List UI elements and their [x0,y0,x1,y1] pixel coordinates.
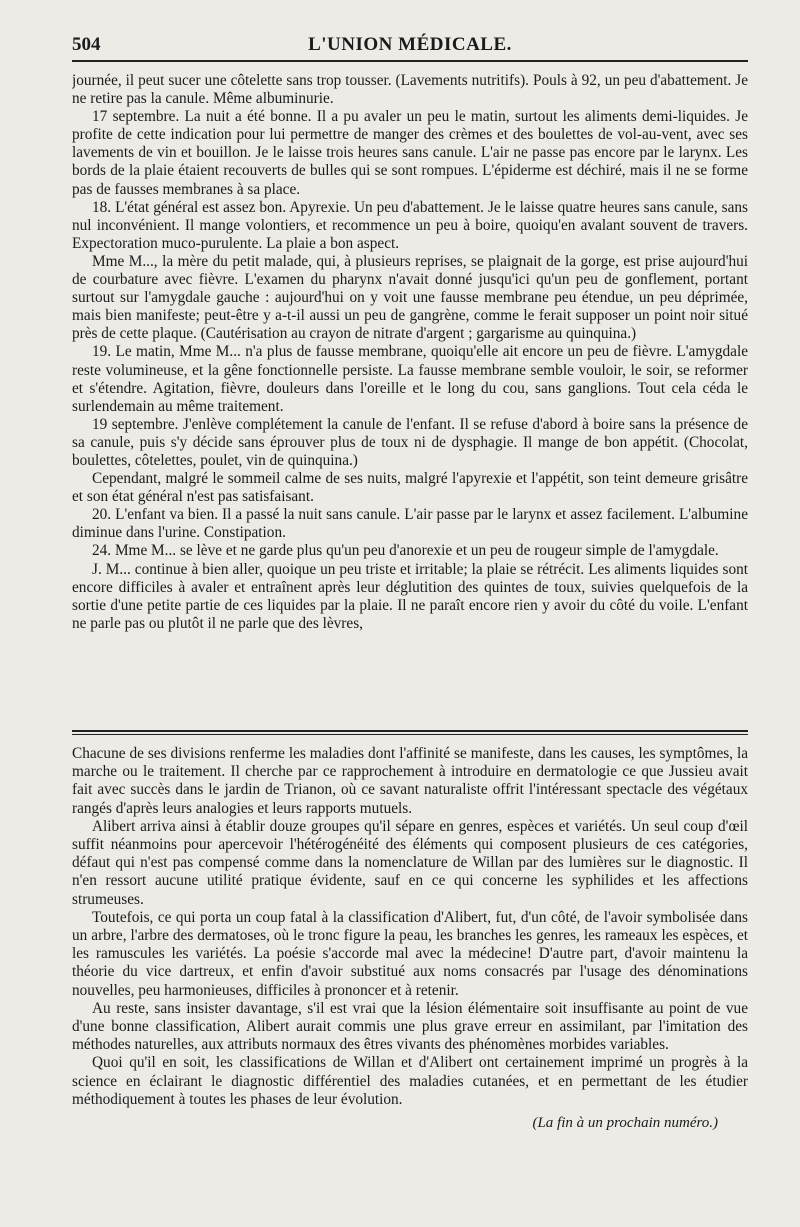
paragraph: Toutefois, ce qui porta un coup fatal à la classification d'Alibert, fut, d'un côté, de l'avoir symbolisée dans un arbre, l'arbre des dermatoses, où le tronc figure la peau, les branches les genres, les rameaux les espèces, et les ramuscules les variétés. La poésie s'accorde mal avec la médecine! D'autre part, d'avoir maintenu la théorie du vice dartreux, et enfin d'avoir substitué aux noms consacrés par l'usage des dénominations nouvelles, peu harmonieuses, difficiles à prononcer et à retenir. [72,908,748,999]
paragraph: Cependant, malgré le sommeil calme de ses nuits, malgré l'apyrexie et l'appétit, son teint demeure grisâtre et son état général n'est pas satisfaisant. [72,470,748,506]
paragraph: journée, il peut sucer une côtelette sans trop tousser. (Lavements nutritifs). Pouls à 92, un peu d'abattement. Je ne retire pas la canule. Même albuminurie. [72,72,748,108]
paragraph: 20. L'enfant va bien. Il a passé la nuit sans canule. L'air passe par le larynx et assez facilement. L'albumine diminue dans l'urine. Constipation. [72,506,748,542]
paragraph: Au reste, sans insister davantage, s'il est vrai que la lésion élémentaire soit insuffisante au point de vue d'une bonne classification, Alibert aurait commis une plus grave erreur en assimilant, par l'imitation des méthodes naturelles, aux attributs normaux des êtres vivants des phénomènes morbides variables. [72,999,748,1054]
paragraph: 24. Mme M... se lève et ne garde plus qu'un peu d'anorexie et un peu de rougeur simple de l'amygdale. [92,542,719,560]
section-divider [72,730,748,735]
paragraph: Quoi qu'il en soit, les classifications de Willan et d'Alibert ont certainement imprimé un progrès à la science en éclairant le diagnostic différentiel des maladies cutanées, et en permettant de les étudier méthodiquement à toutes les phases de leur évolution. [72,1054,748,1108]
dermatology-section [72,745,748,1132]
paragraph: 17 septembre. La nuit a été bonne. Il a pu avaler un peu le matin, surtout les aliments demi-liquides. Je profite de cette indication pour lui permettre de manger des crèmes et des boulettes de vol-au-vent, avec ses lavements de vin et bouillon. Je le laisse trois heures sans canule. L'air ne passe pas encore par le larynx. Les bords de la plaie étaient recouverts de bulles qui se sont rompues. L'épiderme est déchiré, mais il ne se forme pas de fausses membranes à sa place. [72,108,748,198]
paragraph: 18. L'état général est assez bon. Apyrexie. Un peu d'abattement. Je le laisse quatre heures sans canule, sans nul inconvénient. Il mange volontiers, et recommence un peu à boire, quoiqu'en avalant souvent de travers. Expectoration muco-purulente. La plaie a bon aspect. [72,198,748,252]
paragraph: J. M... continue à bien aller, quoique un peu triste et irritable; la plaie se rétrécit. Les aliments liquides sont encore difficiles à avaler et entraînent après leur déglutition des quintes de toux, suivies quelquefois de la sortie d'une petite partie de ces liquides par la plaie. Il ne paraît encore rien y avoir du côté du voile. L'enfant ne parle pas ou plutôt il ne parle que des lèvres, [72,560,748,632]
paragraph: Chacune de ses divisions renferme les maladies dont l'affinité se manifeste, dans les causes, les symptômes, la marche ou le traitement. Il cherche par ce rapprochement à introduire en dermatologie ce que Jussieu avait fait avec succès dans le jardin de Trianon, où ce savant naturaliste offrit l'intéressant spectacle des végétaux rangés d'après leurs analogies et leurs rapports mutuels. [72,745,748,817]
case-report-section [72,72,748,724]
paragraph: 19 septembre. J'enlève complétement la canule de l'enfant. Il se refuse d'abord à boire sans la présence de sa canule, puis s'y décide sans éprouver plus de toux ni de dysphagie. Il mange de bon appétit. (Chocolat, boulettes, côtelettes, poulet, vin de quinquina.) [72,415,748,469]
page-header [72,30,748,62]
paragraph: Alibert arriva ainsi à établir douze groupes qu'il sépare en genres, espèces et variétés. Un seul coup d'œil suffit néanmoins pour apercevoir l'hétérogénéité des éléments qui composent plusieurs de ces catégories, défaut qui n'est pas compensé comme dans la nomenclature de Willan par des lumières sur le diagnostic. Il n'en ressort aucune utilité pratique évidente, sauf en ce qui concerne les syphilides et les affections strumeuses. [72,817,748,908]
page-number: 504 [72,34,101,55]
journal-title: L'UNION MÉDICALE. [308,34,512,55]
continued-note: (La fin à un prochain numéro.) [532,1115,718,1132]
paragraph: Mme M..., la mère du petit malade, qui, à plusieurs reprises, se plaignait de la gorge, est prise aujourd'hui de courbature avec fièvre. L'examen du pharynx n'avait donné jusqu'ici qu'un peu de gonflement, portant surtout sur l'amygdale gauche : aujourd'hui on y voit une fausse membrane peu étendue, un peu déprimée, mais bien manifeste; peut-être y a-t-il aussi un peu de gangrène, comme le ferait supposer un point noir situé près de cette plaque. (Cautérisation au crayon de nitrate d'argent ; gargarisme au quinquina.) [72,252,748,343]
paragraph: 19. Le matin, Mme M... n'a plus de fausse membrane, quoiqu'elle ait encore un peu de fièvre. L'amygdale reste volumineuse, et la gêne fonctionnelle persiste. La fausse membrane semble vouloir, le soir, se reformer et s'étendre. Agitation, fièvre, douleurs dans l'oreille et le long du cou, sans ganglions. Tout cela céda le surlendemain au même traitement. [72,343,748,415]
